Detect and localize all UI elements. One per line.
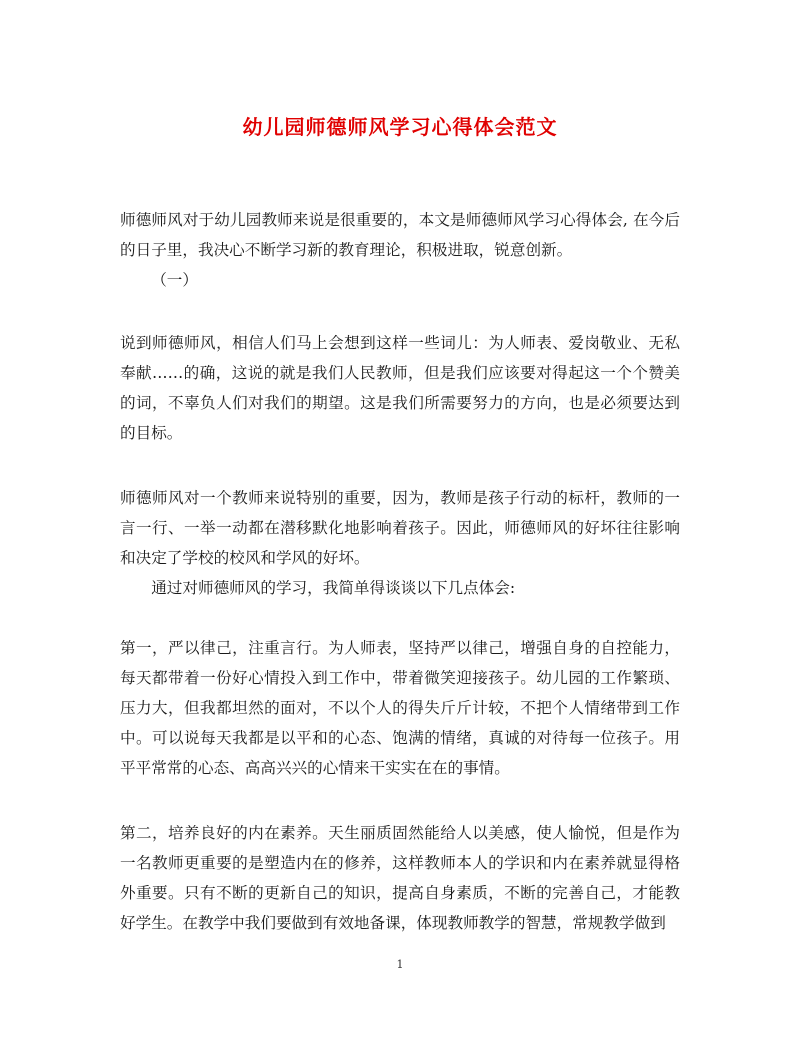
page-number: 1 xyxy=(396,958,404,971)
paragraph-intro: 师德师风对于幼儿园教师来说是很重要的，本文是师德师风学习心得体会, 在今后的日子里，我决心不断学习新的教育理论，积极进取，锐意创新。 xyxy=(120,211,680,259)
document-title: 幼儿园师德师风学习心得体会范文 xyxy=(242,115,558,139)
paragraph-1: 说到师德师风，相信人们马上会想到这样一些词儿：为人师表、爱岗敬业、无私奉献……的确，这说的就是我们人民教师，但是我们应该要对得起这一个个赞美的词，不辜负人们对我们的期望。这是我们所需要努力的方向，也是必须要达到的目标。 xyxy=(120,334,680,442)
paragraph-5: 第二，培养良好的内在素养。天生丽质固然能给人以美感，使人愉悦，但是作为一名教师更重要的是塑造内在的修养，这样教师本人的学识和内在素养就显得格外重要。只有不断的更新自己的知识，提高自身素质，不断的完善自己，才能教好学生。在教学中我们要做到有效地备课，体现教师教学的智慧，常规教学做到 xyxy=(120,824,680,932)
paragraph-2: 师德师风对一个教师来说特别的重要，因为，教师是孩子行动的标杆，教师的一言一行、一举一动都在潜移默化地影响着孩子。因此，师德师风的好坏往往影响和决定了学校的校风和学风的好坏。 xyxy=(120,489,680,567)
paragraph-section-marker: （一） xyxy=(151,271,198,289)
paragraph-4: 第一，严以律己，注重言行。为人师表，坚持严以律己，增强自身的自控能力，每天都带着一份好心情投入到工作中，带着微笑迎接孩子。幼儿园的工作繁琐、压力大，但我都坦然的面对，不以个人的得失斤斤计较，不把个人情绪带到工作中。可以说每天我都是以平和的心态、饱满的情绪，真诚的对待每一位孩子。用平平常常的心态、高高兴兴的心情来干实实在在的事情。 xyxy=(120,639,680,777)
paragraph-3: 通过对师德师风的学习，我简单得谈谈以下几点体会: xyxy=(151,579,516,597)
